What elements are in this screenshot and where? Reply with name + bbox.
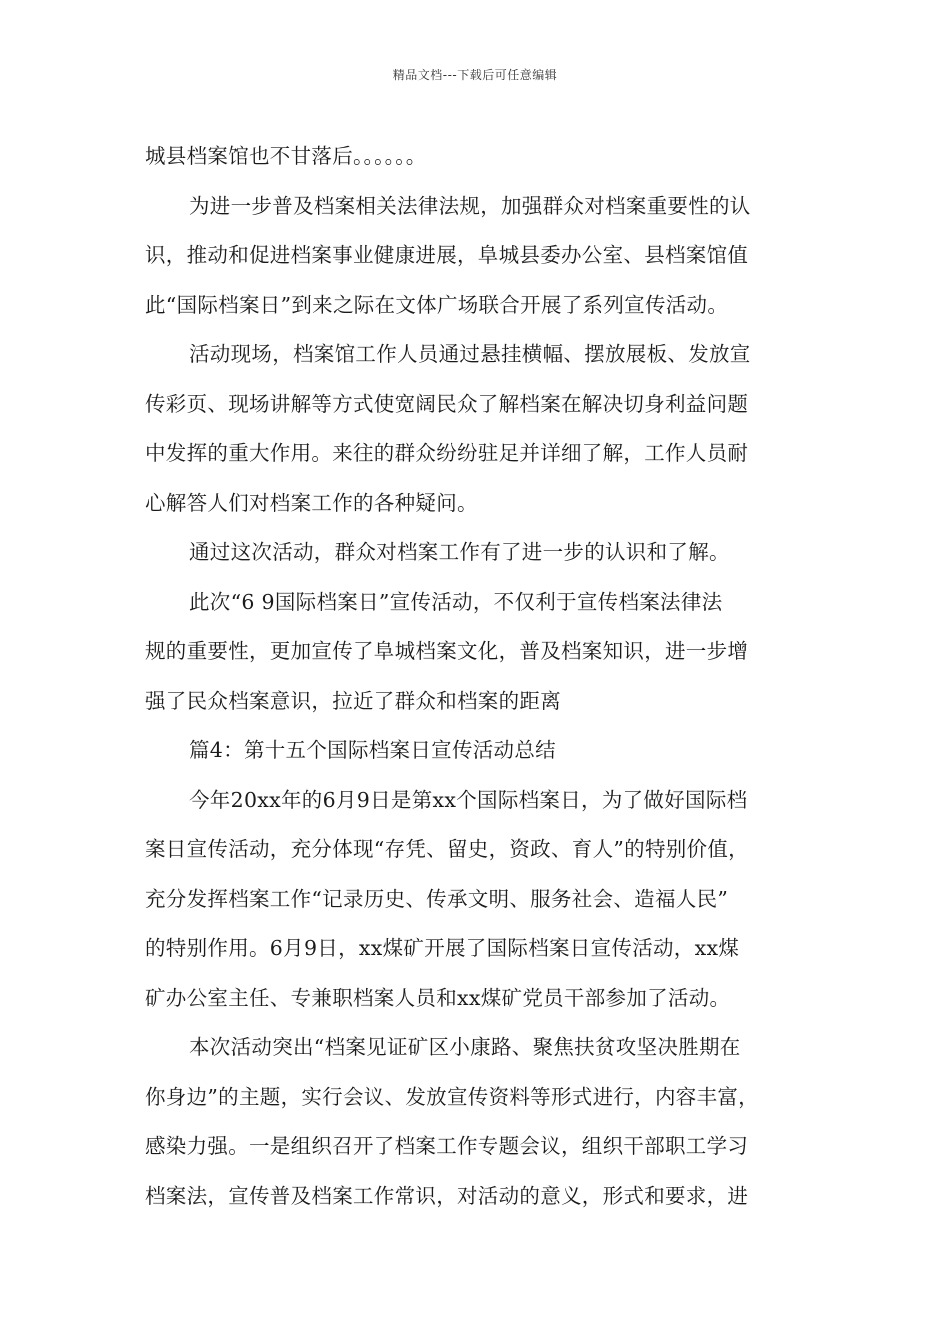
text-line: 档案法，宣传普及档案工作常识，对活动的意义，形式和要求，进 (145, 1183, 749, 1208)
text-line: 通过这次活动，群众对档案工作有了进一步的认识和了解。 (189, 540, 730, 564)
text-line: 传彩页、现场讲解等方式使宽阔民众了解档案在解决切身利益问题 (145, 391, 749, 416)
text-line: 心解答人们对档案工作的各种疑问。 (145, 490, 478, 515)
text-line: 充分发挥档案工作“记录历史、传承文明、服务社会、造福人民” (145, 886, 729, 911)
text-line: 今年20xx年的6月9日是第xx个国际档案日，为了做好国际档 (189, 787, 748, 812)
text-line: 活动现场，档案馆工作人员通过悬挂横幅、摆放展板、发放宣 (189, 342, 751, 366)
text-line: 案日宣传活动，充分体现“存凭、留史，资政、育人”的特别价值， (145, 837, 749, 861)
text-line: 感染力强。一是组织召开了档案工作专题会议，组织干部职工学习 (145, 1134, 749, 1158)
text-line: 此“国际档案日”到来之际在文体广场联合开展了系列宣传活动。 (145, 292, 729, 317)
text-line: 城县档案馆也不甘落后。。。。。。 (145, 144, 427, 168)
text-line: 你身边”的主题，实行会议、发放宣传资料等形式进行，内容丰富， (145, 1084, 759, 1109)
text-line: 中发挥的重大作用。来往的群众纷纷驻足并详细了解，工作人员耐 (145, 441, 749, 465)
text-line: 规的重要性，更加宣传了阜城档案文化，普及档案知识，进一步增 (145, 639, 749, 663)
text-line: 本次活动突出“档案见证矿区小康路、聚焦扶贫攻坚决胜期在 (189, 1035, 741, 1059)
text-line: 矿办公室主任、专兼职档案人员和xx煤矿党员干部参加了活动。 (145, 985, 731, 1010)
document-body (145, 132, 815, 1221)
text-line: 为进一步普及档案相关法律法规，加强群众对档案重要性的认 (189, 193, 751, 218)
text-line: 强了民众档案意识，拉近了群众和档案的距离 (145, 688, 561, 713)
text-line: 的特别作用。6月9日，xx煤矿开展了国际档案日宣传活动，xx煤 (145, 936, 740, 960)
text-line: 识，推动和促进档案事业健康进展，阜城县委办公室、县档案馆值 (145, 243, 749, 267)
page-header: 精品文档---下载后可任意编辑 (392, 68, 558, 82)
section-heading: 篇4：第十五个国际档案日宣传活动总结 (189, 738, 556, 762)
text-line: 此次“6 9国际档案日”宣传活动，不仅利于宣传档案法律法 (189, 589, 723, 614)
